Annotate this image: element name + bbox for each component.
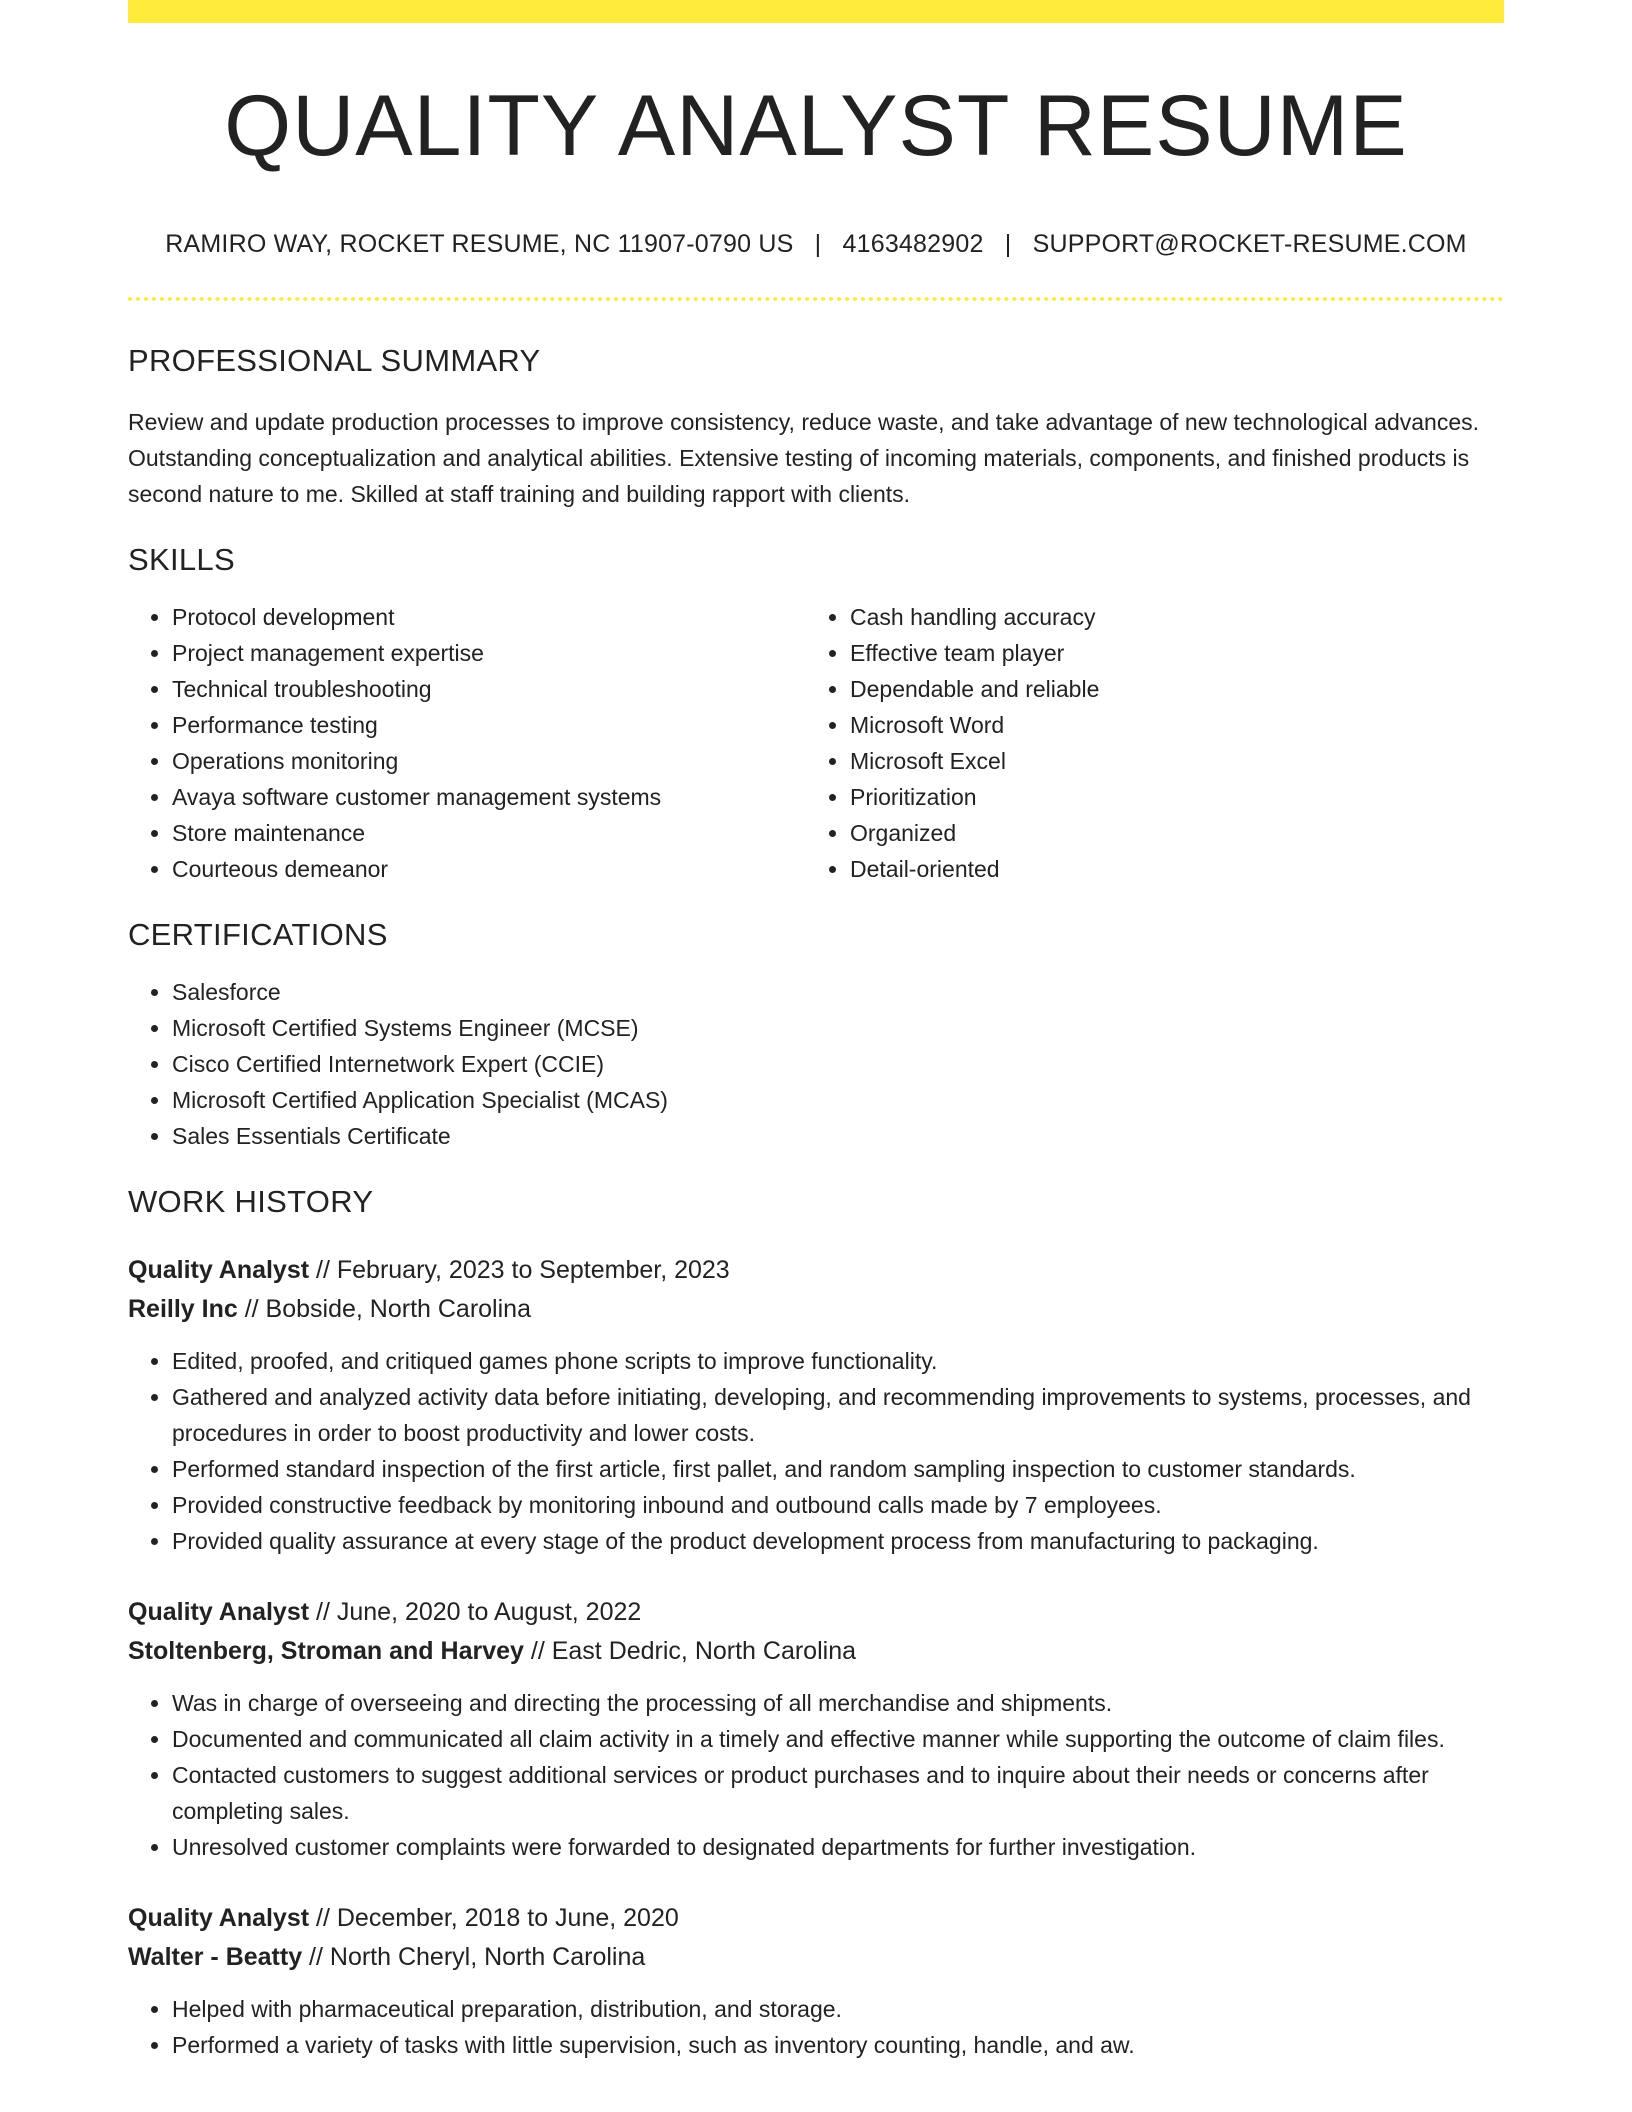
- certification-item: • Sales Essentials Certificate: [172, 1118, 1504, 1154]
- job-title: Quality Analyst: [128, 1598, 310, 1626]
- contact-separator: |: [814, 230, 822, 258]
- job-dates: // February, 2023 to September, 2023: [309, 1256, 730, 1284]
- contact-address: RAMIRO WAY, ROCKET RESUME, NC 11907-0790 US: [165, 230, 794, 258]
- job-title: Quality Analyst: [128, 1904, 310, 1932]
- skill-item: • Operations monitoring: [172, 743, 806, 779]
- job-dates: // June, 2020 to August, 2022: [309, 1598, 642, 1626]
- skill-item: • Dependable and reliable: [850, 671, 1484, 707]
- job-title-line: [128, 1899, 1504, 1938]
- summary-heading: PROFESSIONAL SUMMARY: [128, 343, 541, 378]
- skill-item: • Effective team player: [850, 635, 1484, 671]
- job-company-line: [128, 1938, 1504, 1977]
- skill-item: • Avaya software customer management systems: [172, 779, 806, 815]
- job-company-line: [128, 1290, 1504, 1329]
- job-bullet: • Performed a variety of tasks with little supervision, such as inventory counting, handle, and aw.: [172, 2027, 1504, 2063]
- job-location: // North Cheryl, North Carolina: [302, 1943, 646, 1971]
- job-location: // East Dedric, North Carolina: [523, 1637, 857, 1665]
- job-dates: // December, 2018 to June, 2020: [309, 1904, 679, 1932]
- skill-item: • Performance testing: [172, 707, 806, 743]
- skill-item: • Organized: [850, 815, 1484, 851]
- job-bullet: • Unresolved customer complaints were forwarded to designated departments for further investigation.: [172, 1829, 1504, 1865]
- skills-left-list: [128, 599, 806, 887]
- job-bullets: [128, 1343, 1504, 1559]
- job-entry: [128, 1593, 1504, 1865]
- skill-item: • Cash handling accuracy: [850, 599, 1484, 635]
- job-bullet: • Was in charge of overseeing and directing the processing of all merchandise and shipments.: [172, 1685, 1504, 1721]
- job-company: Walter - Beatty: [128, 1943, 303, 1971]
- job-bullet: • Helped with pharmaceutical preparation, distribution, and storage.: [172, 1991, 1504, 2027]
- certifications-heading: CERTIFICATIONS: [128, 917, 388, 952]
- skill-item: • Protocol development: [172, 599, 806, 635]
- job-title-line: [128, 1251, 1504, 1290]
- job-entry: [128, 1899, 1504, 2063]
- contact-phone[interactable]: 4163482902: [842, 230, 984, 258]
- job-location: // Bobside, North Carolina: [237, 1295, 531, 1323]
- skills-heading: SKILLS: [128, 542, 235, 577]
- job-bullet: • Edited, proofed, and critiqued games phone scripts to improve functionality.: [172, 1343, 1504, 1379]
- certification-item: • Salesforce: [172, 974, 1504, 1010]
- skill-item: • Project management expertise: [172, 635, 806, 671]
- job-company: Reilly Inc: [128, 1295, 238, 1323]
- skills-right-list: [806, 599, 1484, 887]
- skill-item: • Microsoft Word: [850, 707, 1484, 743]
- job-bullets: [128, 1991, 1504, 2063]
- certifications-list: [128, 974, 1504, 1154]
- job-entry: [128, 1251, 1504, 1559]
- skill-item: • Microsoft Excel: [850, 743, 1484, 779]
- job-bullet: • Provided quality assurance at every stage of the product development process from manufacturing to packaging.: [172, 1523, 1504, 1559]
- resume-page: [128, 0, 1504, 2063]
- job-bullet: • Documented and communicated all claim activity in a timely and effective manner while supporting the outcome of claim files.: [172, 1721, 1504, 1757]
- job-bullets: [128, 1685, 1504, 1865]
- certification-item: • Microsoft Certified Systems Engineer (MCSE): [172, 1010, 1504, 1046]
- contact-email[interactable]: SUPPORT@ROCKET-RESUME.COM: [1032, 230, 1467, 258]
- job-company-line: [128, 1632, 1504, 1671]
- job-bullet: • Contacted customers to suggest additional services or product purchases and to inquire about their needs or concerns after completing sales.: [172, 1757, 1504, 1829]
- job-bullet: • Gathered and analyzed activity data before initiating, developing, and recommending improvements to systems, processes, and procedures in order to boost productivity and lower costs.: [172, 1379, 1504, 1451]
- certification-item: • Microsoft Certified Application Specialist (MCAS): [172, 1082, 1504, 1118]
- skill-item: • Store maintenance: [172, 815, 806, 851]
- skill-item: • Courteous demeanor: [172, 851, 806, 887]
- job-title: Quality Analyst: [128, 1256, 310, 1284]
- summary-text: Review and update production processes to improve consistency, reduce waste, and take advantage of new technological advances. Outstanding conceptualization and analytical abilities. Extensive testing of incoming materials, components, and finished products is second nature to me. Skilled at staff training and building rapport with clients.: [128, 409, 1480, 507]
- skill-item: • Prioritization: [850, 779, 1484, 815]
- job-company: Stoltenberg, Stroman and Harvey: [128, 1637, 524, 1665]
- dotted-divider: [128, 297, 1504, 301]
- job-title-line: [128, 1593, 1504, 1632]
- work-history-heading: WORK HISTORY: [128, 1184, 374, 1219]
- skill-item: • Detail-oriented: [850, 851, 1484, 887]
- resume-title: QUALITY ANALYST RESUME: [224, 78, 1408, 174]
- job-bullet: • Performed standard inspection of the first article, first pallet, and random sampling inspection to customer standards.: [172, 1451, 1504, 1487]
- contact-separator: |: [1004, 230, 1012, 258]
- skills-columns: [128, 599, 1504, 887]
- skill-item: • Technical troubleshooting: [172, 671, 806, 707]
- contact-line: [128, 229, 1504, 259]
- accent-top-bar: [128, 0, 1504, 23]
- certification-item: • Cisco Certified Internetwork Expert (CCIE): [172, 1046, 1504, 1082]
- job-bullet: • Provided constructive feedback by monitoring inbound and outbound calls made by 7 employees.: [172, 1487, 1504, 1523]
